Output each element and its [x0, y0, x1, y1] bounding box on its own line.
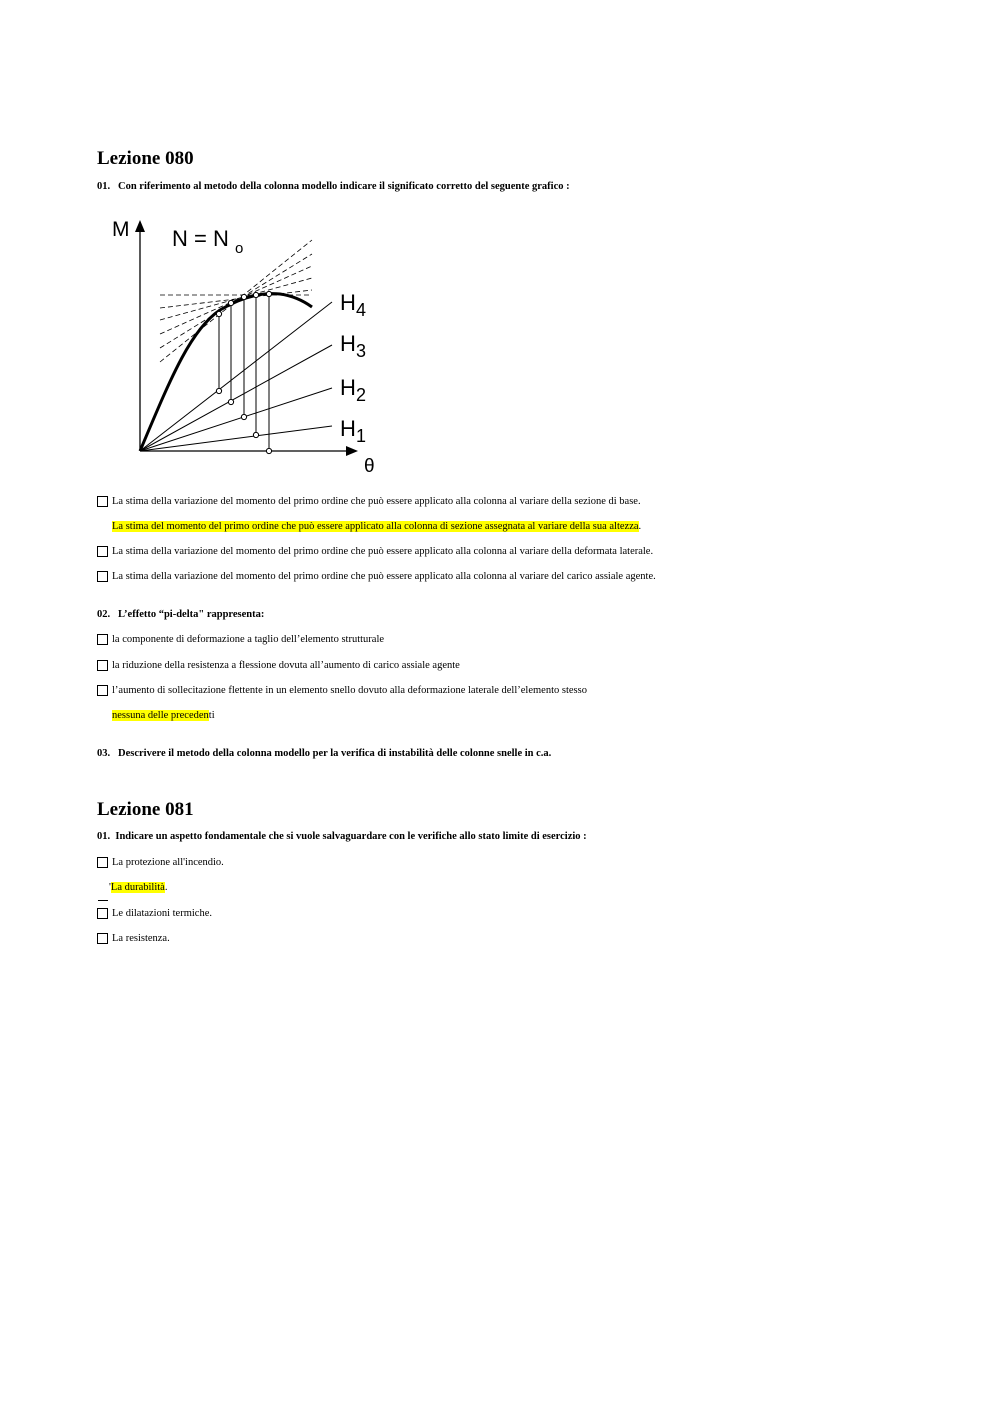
option-080-02-c[interactable] [97, 682, 587, 698]
projection-lines [219, 294, 269, 451]
option-080-01-d[interactable] [97, 568, 656, 584]
question-080-02 [97, 609, 264, 620]
y-axis-arrow [135, 220, 145, 232]
option-080-01-b[interactable] [97, 518, 641, 534]
checkbox-remnant [98, 900, 108, 901]
checkbox[interactable] [97, 546, 108, 557]
n-label-subscript: o [235, 240, 244, 257]
option-text-trail: . [638, 520, 642, 532]
question-text: Indicare un aspetto fondamentale che si vuole salvaguardare con le verifiche allo stato limite di esercizio : [115, 831, 587, 842]
checkbox[interactable] [97, 496, 108, 507]
option-080-02-a[interactable] [97, 631, 384, 647]
option-text-highlighted: La stima del momento del primo ordine che può essere applicato alla colonna di sezione assegnata al variare della sua altezza [112, 520, 639, 532]
question-number: 01. [97, 831, 111, 842]
option-text: La stima della variazione del momento del primo ordine che può essere applicato alla colonna al variare del carico assiale agente. [112, 570, 656, 582]
option-080-01-c[interactable] [97, 543, 653, 559]
option-text: La resistenza. [112, 932, 170, 944]
h4-subscript: 4 [356, 300, 367, 320]
option-text-highlighted: La durabilità [110, 881, 165, 893]
checkbox[interactable] [97, 660, 108, 671]
question-text: Con riferimento al metodo della colonna modello indicare il significato corretto del seguente grafico : [118, 181, 570, 192]
n-label: N = N [172, 226, 229, 251]
checkbox[interactable] [97, 685, 108, 696]
option-text: La protezione all'incendio. [112, 856, 224, 868]
question-080-03 [97, 748, 551, 759]
h2-subscript: 2 [356, 385, 367, 405]
question-080-01 [97, 181, 570, 192]
lesson-080-title: Lezione 080 [97, 148, 194, 169]
option-text: Le dilatazioni termiche. [112, 907, 212, 919]
h3-subscript: 3 [356, 341, 367, 361]
option-080-02-b[interactable] [97, 657, 460, 673]
y-axis-label: M [112, 218, 130, 241]
question-text: Descrivere il metodo della colonna modello per la verifica di instabilità delle colonne snelle in c.a. [118, 748, 552, 759]
checkbox[interactable] [97, 857, 108, 868]
question-081-01 [97, 831, 587, 842]
option-081-01-d[interactable] [97, 930, 170, 946]
interaction-curve [140, 294, 312, 451]
h2-label: H [340, 375, 356, 400]
question-number: 01. [97, 181, 111, 192]
option-text: l’aumento di sollecitazione flettente in un elemento snello dovuto alla deformazione laterale dell’elemento stesso [112, 684, 587, 696]
option-080-01-a[interactable] [97, 493, 641, 509]
option-text: la riduzione della resistenza a flessione dovuta all’aumento di carico assiale agente [112, 659, 460, 671]
option-text: la componente di deformazione a taglio dell’elemento strutturale [112, 633, 385, 645]
h4-label: H [340, 290, 356, 315]
lesson-081-title: Lezione 081 [97, 799, 194, 820]
column-model-figure [100, 210, 400, 480]
question-text: L’effetto “pi-delta" rappresenta: [118, 609, 265, 620]
option-081-01-c[interactable] [97, 905, 212, 921]
checkbox[interactable] [97, 634, 108, 645]
checkbox[interactable] [97, 933, 108, 944]
option-text: La stima della variazione del momento del primo ordine che può essere applicato alla colonna al variare della sezione di base. [112, 495, 641, 507]
x-axis-label: θ [364, 456, 375, 477]
option-text: La stima della variazione del momento del primo ordine che può essere applicato alla colonna al variare della deformata laterale. [112, 545, 654, 557]
checkbox[interactable] [97, 908, 108, 919]
question-number: 02. [97, 609, 111, 620]
option-081-01-b[interactable] [97, 879, 167, 895]
h1-label: H [340, 416, 356, 441]
x-axis-arrow [346, 446, 358, 456]
h1-subscript: 1 [356, 426, 367, 446]
question-number: 03. [97, 748, 111, 759]
option-081-01-a[interactable] [97, 854, 224, 870]
option-text-trail: ti [208, 709, 215, 721]
option-text-trail: . [164, 881, 168, 893]
option-080-02-d[interactable] [97, 707, 215, 723]
load-lines [140, 302, 332, 451]
option-text-highlighted: nessuna delle preceden [112, 709, 209, 721]
h3-label: H [340, 331, 356, 356]
checkbox[interactable] [97, 571, 108, 582]
